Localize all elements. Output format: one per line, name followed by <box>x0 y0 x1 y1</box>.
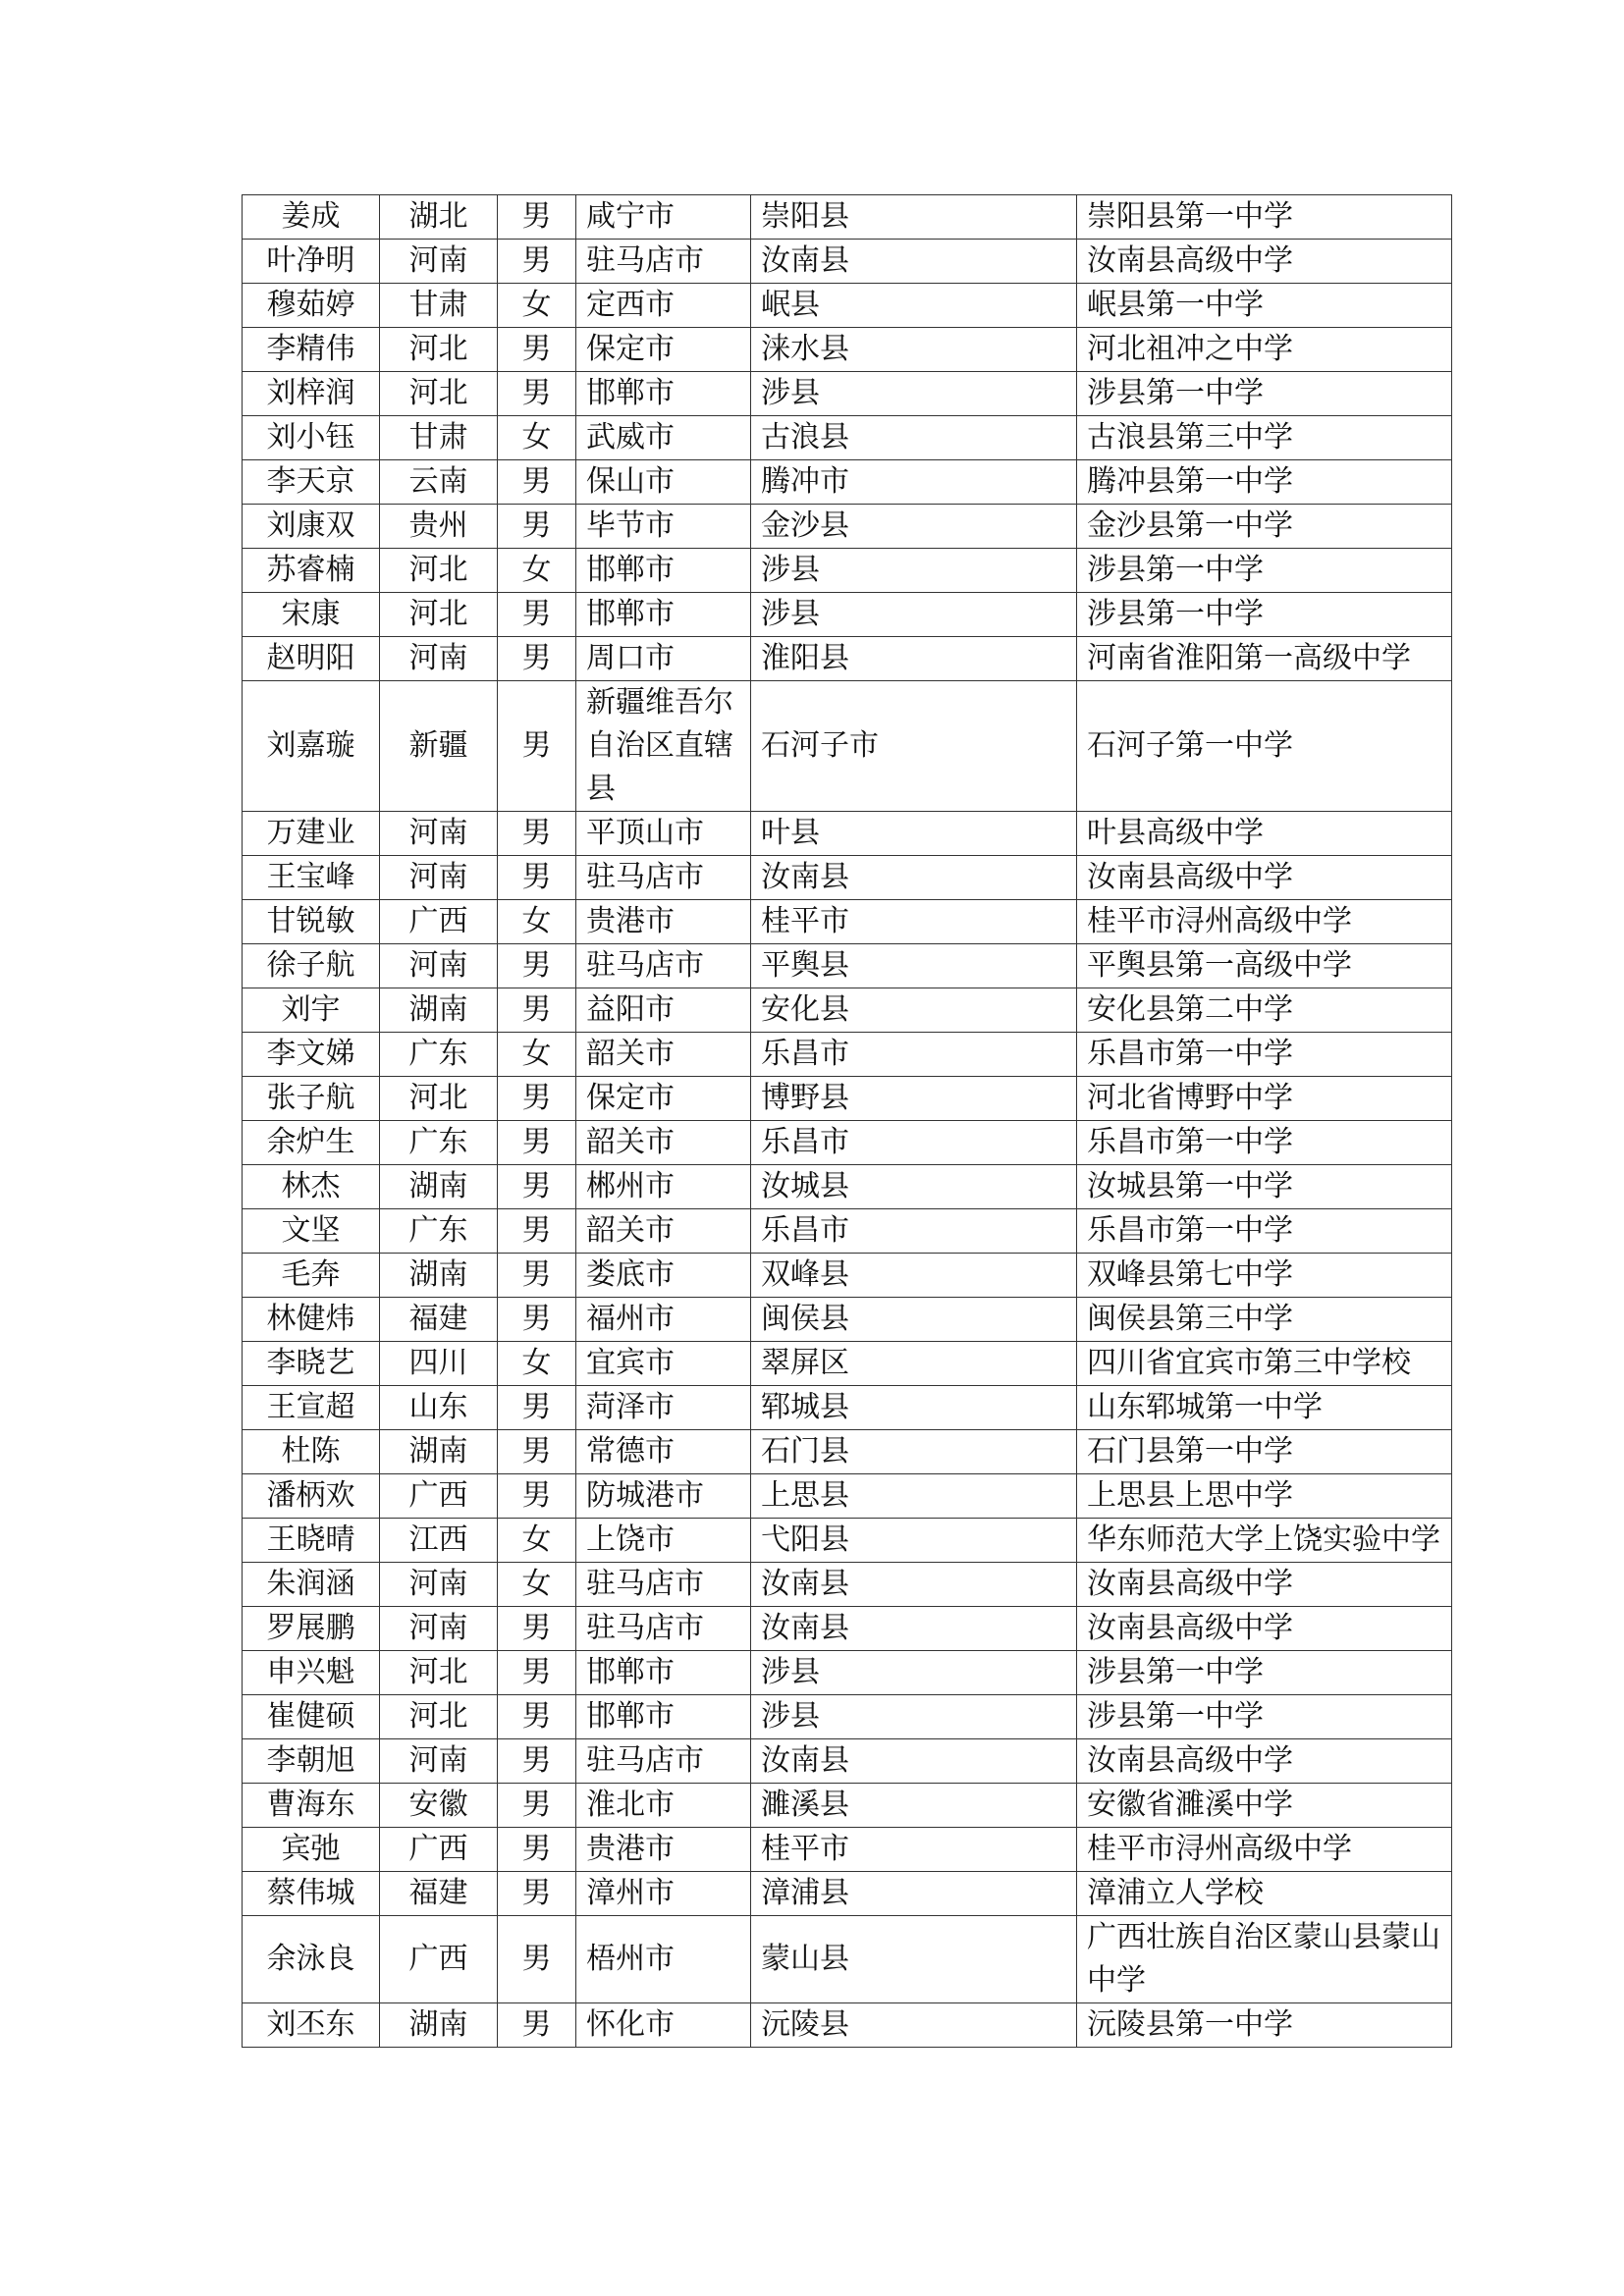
cell-gender: 男 <box>498 593 576 637</box>
table-row <box>243 2003 1452 2048</box>
table-row <box>243 195 1452 240</box>
cell-county: 涉县 <box>751 593 1077 637</box>
cell-school: 汝南县高级中学 <box>1077 1739 1452 1784</box>
roster-body <box>243 195 1452 2048</box>
cell-school: 叶县高级中学 <box>1077 812 1452 856</box>
cell-name: 余泳良 <box>243 1916 380 2003</box>
cell-county: 腾冲市 <box>751 460 1077 505</box>
table-row <box>243 1121 1452 1165</box>
cell-name: 刘宇 <box>243 988 380 1033</box>
cell-province: 贵州 <box>380 505 498 549</box>
cell-name: 苏睿楠 <box>243 549 380 593</box>
cell-province: 广西 <box>380 1828 498 1872</box>
cell-city: 贵港市 <box>576 1828 751 1872</box>
cell-province: 甘肃 <box>380 416 498 460</box>
table-row <box>243 460 1452 505</box>
cell-school: 漳浦立人学校 <box>1077 1872 1452 1916</box>
table-row <box>243 1739 1452 1784</box>
cell-province: 河南 <box>380 1739 498 1784</box>
cell-county: 汝南县 <box>751 1607 1077 1651</box>
cell-name: 申兴魁 <box>243 1651 380 1695</box>
cell-province: 河南 <box>380 856 498 900</box>
table-row <box>243 944 1452 988</box>
table-row <box>243 372 1452 416</box>
table-row <box>243 284 1452 328</box>
cell-name: 王宣超 <box>243 1386 380 1430</box>
table-row <box>243 1077 1452 1121</box>
cell-gender: 男 <box>498 944 576 988</box>
cell-name: 姜成 <box>243 195 380 240</box>
cell-county: 郓城县 <box>751 1386 1077 1430</box>
cell-name: 李精伟 <box>243 328 380 372</box>
cell-gender: 男 <box>498 637 576 681</box>
cell-school: 汝南县高级中学 <box>1077 856 1452 900</box>
cell-gender: 男 <box>498 1474 576 1519</box>
cell-name: 穆茹婷 <box>243 284 380 328</box>
cell-province: 福建 <box>380 1298 498 1342</box>
table-row <box>243 1386 1452 1430</box>
cell-name: 李朝旭 <box>243 1739 380 1784</box>
cell-gender: 女 <box>498 416 576 460</box>
cell-school: 涉县第一中学 <box>1077 1651 1452 1695</box>
cell-name: 林杰 <box>243 1165 380 1209</box>
cell-name: 宋康 <box>243 593 380 637</box>
cell-school: 金沙县第一中学 <box>1077 505 1452 549</box>
cell-city: 驻马店市 <box>576 856 751 900</box>
cell-county: 汝南县 <box>751 240 1077 284</box>
cell-province: 湖南 <box>380 2003 498 2048</box>
cell-gender: 男 <box>498 856 576 900</box>
table-row <box>243 505 1452 549</box>
cell-province: 河南 <box>380 812 498 856</box>
cell-province: 广东 <box>380 1033 498 1077</box>
cell-school: 广西壮族自治区蒙山县蒙山中学 <box>1077 1916 1452 2003</box>
cell-county: 古浪县 <box>751 416 1077 460</box>
table-row <box>243 416 1452 460</box>
cell-city: 保定市 <box>576 1077 751 1121</box>
cell-gender: 女 <box>498 549 576 593</box>
cell-name: 张子航 <box>243 1077 380 1121</box>
cell-county: 桂平市 <box>751 1828 1077 1872</box>
table-row <box>243 637 1452 681</box>
cell-school: 腾冲县第一中学 <box>1077 460 1452 505</box>
cell-city: 驻马店市 <box>576 944 751 988</box>
table-row <box>243 1872 1452 1916</box>
cell-gender: 女 <box>498 900 576 944</box>
cell-county: 汝南县 <box>751 856 1077 900</box>
table-row <box>243 1298 1452 1342</box>
cell-province: 湖南 <box>380 1430 498 1474</box>
cell-province: 四川 <box>380 1342 498 1386</box>
cell-county: 蒙山县 <box>751 1916 1077 2003</box>
cell-gender: 女 <box>498 284 576 328</box>
cell-county: 涉县 <box>751 1651 1077 1695</box>
cell-city: 新疆维吾尔自治区直辖县 <box>576 681 751 812</box>
table-row <box>243 900 1452 944</box>
cell-gender: 男 <box>498 812 576 856</box>
cell-county: 博野县 <box>751 1077 1077 1121</box>
cell-city: 驻马店市 <box>576 240 751 284</box>
table-row <box>243 1209 1452 1254</box>
cell-school: 河北祖冲之中学 <box>1077 328 1452 372</box>
cell-city: 益阳市 <box>576 988 751 1033</box>
cell-school: 安徽省濉溪中学 <box>1077 1784 1452 1828</box>
cell-province: 河北 <box>380 1651 498 1695</box>
cell-county: 翠屏区 <box>751 1342 1077 1386</box>
cell-name: 徐子航 <box>243 944 380 988</box>
cell-city: 菏泽市 <box>576 1386 751 1430</box>
cell-county: 金沙县 <box>751 505 1077 549</box>
cell-province: 湖南 <box>380 988 498 1033</box>
cell-city: 宜宾市 <box>576 1342 751 1386</box>
cell-name: 蔡伟城 <box>243 1872 380 1916</box>
cell-province: 河南 <box>380 1563 498 1607</box>
cell-city: 韶关市 <box>576 1209 751 1254</box>
table-row <box>243 812 1452 856</box>
cell-city: 邯郸市 <box>576 549 751 593</box>
cell-school: 汝南县高级中学 <box>1077 1563 1452 1607</box>
table-row <box>243 1519 1452 1563</box>
cell-gender: 男 <box>498 460 576 505</box>
cell-city: 邯郸市 <box>576 1651 751 1695</box>
cell-county: 双峰县 <box>751 1254 1077 1298</box>
cell-name: 刘嘉璇 <box>243 681 380 812</box>
cell-name: 王晓晴 <box>243 1519 380 1563</box>
cell-city: 驻马店市 <box>576 1563 751 1607</box>
cell-school: 崇阳县第一中学 <box>1077 195 1452 240</box>
cell-county: 沅陵县 <box>751 2003 1077 2048</box>
cell-name: 李天京 <box>243 460 380 505</box>
cell-province: 江西 <box>380 1519 498 1563</box>
table-row <box>243 549 1452 593</box>
cell-school: 涉县第一中学 <box>1077 372 1452 416</box>
cell-province: 广东 <box>380 1121 498 1165</box>
cell-province: 河南 <box>380 1607 498 1651</box>
cell-school: 山东郓城第一中学 <box>1077 1386 1452 1430</box>
cell-city: 梧州市 <box>576 1916 751 2003</box>
cell-name: 崔健硕 <box>243 1695 380 1739</box>
cell-school: 乐昌市第一中学 <box>1077 1209 1452 1254</box>
cell-gender: 男 <box>498 681 576 812</box>
cell-county: 平舆县 <box>751 944 1077 988</box>
cell-county: 濉溪县 <box>751 1784 1077 1828</box>
cell-gender: 男 <box>498 1254 576 1298</box>
cell-province: 河北 <box>380 1695 498 1739</box>
table-row <box>243 240 1452 284</box>
cell-school: 双峰县第七中学 <box>1077 1254 1452 1298</box>
cell-city: 娄底市 <box>576 1254 751 1298</box>
cell-gender: 男 <box>498 1298 576 1342</box>
table-row <box>243 1430 1452 1474</box>
cell-province: 广东 <box>380 1209 498 1254</box>
table-row <box>243 1695 1452 1739</box>
cell-gender: 男 <box>498 1165 576 1209</box>
cell-county: 弋阳县 <box>751 1519 1077 1563</box>
cell-school: 乐昌市第一中学 <box>1077 1033 1452 1077</box>
cell-name: 李文娣 <box>243 1033 380 1077</box>
cell-name: 林健炜 <box>243 1298 380 1342</box>
cell-province: 广西 <box>380 1474 498 1519</box>
cell-city: 邯郸市 <box>576 593 751 637</box>
cell-school: 四川省宜宾市第三中学校 <box>1077 1342 1452 1386</box>
table-row <box>243 1916 1452 2003</box>
cell-gender: 男 <box>498 372 576 416</box>
cell-city: 周口市 <box>576 637 751 681</box>
cell-county: 岷县 <box>751 284 1077 328</box>
cell-county: 汝南县 <box>751 1563 1077 1607</box>
cell-city: 邯郸市 <box>576 372 751 416</box>
cell-gender: 男 <box>498 1121 576 1165</box>
cell-county: 乐昌市 <box>751 1121 1077 1165</box>
cell-name: 赵明阳 <box>243 637 380 681</box>
cell-city: 保定市 <box>576 328 751 372</box>
cell-gender: 男 <box>498 2003 576 2048</box>
cell-name: 潘柄欢 <box>243 1474 380 1519</box>
table-row <box>243 593 1452 637</box>
cell-school: 涉县第一中学 <box>1077 1695 1452 1739</box>
cell-school: 上思县上思中学 <box>1077 1474 1452 1519</box>
cell-gender: 男 <box>498 988 576 1033</box>
cell-school: 桂平市浔州高级中学 <box>1077 900 1452 944</box>
cell-school: 涉县第一中学 <box>1077 593 1452 637</box>
cell-city: 上饶市 <box>576 1519 751 1563</box>
cell-city: 咸宁市 <box>576 195 751 240</box>
cell-county: 涉县 <box>751 549 1077 593</box>
cell-gender: 男 <box>498 328 576 372</box>
cell-gender: 男 <box>498 1077 576 1121</box>
cell-city: 韶关市 <box>576 1121 751 1165</box>
cell-city: 韶关市 <box>576 1033 751 1077</box>
cell-province: 云南 <box>380 460 498 505</box>
cell-province: 河南 <box>380 637 498 681</box>
table-row <box>243 1474 1452 1519</box>
cell-county: 乐昌市 <box>751 1209 1077 1254</box>
cell-name: 余炉生 <box>243 1121 380 1165</box>
cell-gender: 男 <box>498 1784 576 1828</box>
cell-county: 汝南县 <box>751 1739 1077 1784</box>
cell-name: 刘康双 <box>243 505 380 549</box>
cell-county: 石河子市 <box>751 681 1077 812</box>
cell-city: 驻马店市 <box>576 1607 751 1651</box>
cell-city: 保山市 <box>576 460 751 505</box>
cell-name: 刘小钰 <box>243 416 380 460</box>
table-row <box>243 1784 1452 1828</box>
cell-gender: 男 <box>498 1607 576 1651</box>
cell-school: 华东师范大学上饶实验中学 <box>1077 1519 1452 1563</box>
cell-county: 闽侯县 <box>751 1298 1077 1342</box>
cell-province: 新疆 <box>380 681 498 812</box>
cell-name: 宾弛 <box>243 1828 380 1872</box>
cell-school: 河北省博野中学 <box>1077 1077 1452 1121</box>
cell-city: 平顶山市 <box>576 812 751 856</box>
cell-city: 福州市 <box>576 1298 751 1342</box>
table-row <box>243 1828 1452 1872</box>
cell-gender: 男 <box>498 1872 576 1916</box>
cell-county: 石门县 <box>751 1430 1077 1474</box>
cell-school: 桂平市浔州高级中学 <box>1077 1828 1452 1872</box>
cell-county: 漳浦县 <box>751 1872 1077 1916</box>
cell-school: 河南省淮阳第一高级中学 <box>1077 637 1452 681</box>
cell-gender: 男 <box>498 1651 576 1695</box>
cell-city: 驻马店市 <box>576 1739 751 1784</box>
cell-county: 淮阳县 <box>751 637 1077 681</box>
cell-province: 河南 <box>380 240 498 284</box>
cell-province: 福建 <box>380 1872 498 1916</box>
cell-name: 万建业 <box>243 812 380 856</box>
cell-city: 毕节市 <box>576 505 751 549</box>
cell-city: 淮北市 <box>576 1784 751 1828</box>
cell-city: 武威市 <box>576 416 751 460</box>
cell-province: 河北 <box>380 549 498 593</box>
cell-name: 曹海东 <box>243 1784 380 1828</box>
cell-name: 叶净明 <box>243 240 380 284</box>
cell-name: 杜陈 <box>243 1430 380 1474</box>
table-row <box>243 681 1452 812</box>
cell-gender: 男 <box>498 240 576 284</box>
cell-name: 甘锐敏 <box>243 900 380 944</box>
cell-school: 涉县第一中学 <box>1077 549 1452 593</box>
cell-city: 定西市 <box>576 284 751 328</box>
cell-school: 古浪县第三中学 <box>1077 416 1452 460</box>
cell-school: 汝南县高级中学 <box>1077 1607 1452 1651</box>
cell-name: 刘丕东 <box>243 2003 380 2048</box>
cell-city: 防城港市 <box>576 1474 751 1519</box>
table-row <box>243 1563 1452 1607</box>
cell-gender: 男 <box>498 1739 576 1784</box>
cell-school: 石门县第一中学 <box>1077 1430 1452 1474</box>
cell-county: 涞水县 <box>751 328 1077 372</box>
cell-county: 桂平市 <box>751 900 1077 944</box>
cell-school: 石河子第一中学 <box>1077 681 1452 812</box>
cell-province: 湖南 <box>380 1254 498 1298</box>
cell-city: 怀化市 <box>576 2003 751 2048</box>
cell-gender: 男 <box>498 1828 576 1872</box>
cell-county: 上思县 <box>751 1474 1077 1519</box>
cell-gender: 男 <box>498 1695 576 1739</box>
table-row <box>243 1651 1452 1695</box>
cell-province: 广西 <box>380 1916 498 2003</box>
cell-county: 乐昌市 <box>751 1033 1077 1077</box>
cell-name: 罗展鹏 <box>243 1607 380 1651</box>
cell-gender: 男 <box>498 1916 576 2003</box>
cell-county: 涉县 <box>751 372 1077 416</box>
cell-gender: 男 <box>498 505 576 549</box>
table-row <box>243 988 1452 1033</box>
cell-name: 文坚 <box>243 1209 380 1254</box>
cell-county: 汝城县 <box>751 1165 1077 1209</box>
cell-gender: 女 <box>498 1342 576 1386</box>
cell-name: 李晓艺 <box>243 1342 380 1386</box>
cell-province: 湖北 <box>380 195 498 240</box>
cell-province: 湖南 <box>380 1165 498 1209</box>
cell-province: 广西 <box>380 900 498 944</box>
cell-province: 河南 <box>380 944 498 988</box>
cell-school: 汝城县第一中学 <box>1077 1165 1452 1209</box>
cell-county: 安化县 <box>751 988 1077 1033</box>
cell-province: 甘肃 <box>380 284 498 328</box>
cell-gender: 男 <box>498 1386 576 1430</box>
cell-province: 山东 <box>380 1386 498 1430</box>
table-row <box>243 1607 1452 1651</box>
cell-province: 河北 <box>380 1077 498 1121</box>
cell-province: 河北 <box>380 328 498 372</box>
cell-gender: 男 <box>498 1209 576 1254</box>
cell-city: 邯郸市 <box>576 1695 751 1739</box>
cell-gender: 男 <box>498 195 576 240</box>
cell-name: 朱润涵 <box>243 1563 380 1607</box>
table-row <box>243 328 1452 372</box>
student-roster-table <box>242 194 1452 2048</box>
cell-school: 沅陵县第一中学 <box>1077 2003 1452 2048</box>
cell-name: 王宝峰 <box>243 856 380 900</box>
cell-school: 乐昌市第一中学 <box>1077 1121 1452 1165</box>
cell-school: 安化县第二中学 <box>1077 988 1452 1033</box>
cell-province: 河北 <box>380 593 498 637</box>
table-row <box>243 1254 1452 1298</box>
cell-city: 贵港市 <box>576 900 751 944</box>
cell-gender: 男 <box>498 1430 576 1474</box>
cell-school: 平舆县第一高级中学 <box>1077 944 1452 988</box>
table-row <box>243 1165 1452 1209</box>
table-row <box>243 1342 1452 1386</box>
cell-city: 郴州市 <box>576 1165 751 1209</box>
cell-county: 叶县 <box>751 812 1077 856</box>
cell-gender: 女 <box>498 1563 576 1607</box>
table-row <box>243 1033 1452 1077</box>
cell-name: 毛奔 <box>243 1254 380 1298</box>
cell-school: 汝南县高级中学 <box>1077 240 1452 284</box>
cell-province: 河北 <box>380 372 498 416</box>
cell-county: 涉县 <box>751 1695 1077 1739</box>
cell-city: 常德市 <box>576 1430 751 1474</box>
cell-gender: 女 <box>498 1033 576 1077</box>
cell-county: 崇阳县 <box>751 195 1077 240</box>
cell-province: 安徽 <box>380 1784 498 1828</box>
cell-school: 闽侯县第三中学 <box>1077 1298 1452 1342</box>
cell-gender: 女 <box>498 1519 576 1563</box>
table-row <box>243 856 1452 900</box>
cell-school: 岷县第一中学 <box>1077 284 1452 328</box>
cell-name: 刘梓润 <box>243 372 380 416</box>
cell-city: 漳州市 <box>576 1872 751 1916</box>
